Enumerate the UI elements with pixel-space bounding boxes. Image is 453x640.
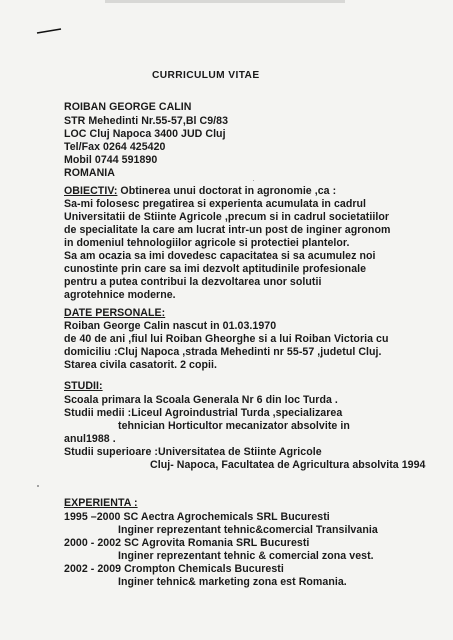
personal-text-2: domiciliu :Cluj Napoca ,strada Mehedinti nr 55-57 ,judetul Cluj.: [64, 346, 382, 358]
studies-text-4: Studii superioare :Universitatea de Stiinte Agricole: [64, 446, 322, 458]
objective-text-1: Sa-mi folosesc pregatirea si experienta acumulata in cadrul: [64, 198, 367, 210]
scan-speck: [253, 180, 254, 181]
experience-text-5: Inginer tehnic& marketing zona est Romania.: [118, 576, 347, 588]
studies-heading: STUDII:: [64, 380, 103, 392]
pen-mark: [36, 28, 62, 34]
document-title: CURRICULUM VITAE: [152, 70, 260, 81]
name: ROIBAN GEORGE CALIN: [64, 101, 192, 113]
address: STR Mehedinti Nr.55-57,Bl C9/83: [64, 115, 229, 127]
personal-heading: DATE PERSONALE:: [64, 307, 166, 319]
studies-text-3: anul1988 .: [64, 433, 116, 445]
experience-heading: EXPERIENTA :: [64, 497, 138, 509]
studies-text-2: tehnician Horticultor mecanizator absolvite in: [118, 420, 350, 432]
experience-text-3: Inginer reprezentant tehnic & comercial zona vest.: [118, 550, 374, 562]
studies-text-0: Scoala primara la Scoala Generala Nr 6 din loc Turda .: [64, 394, 338, 406]
scan-speck: [37, 485, 39, 487]
telfax: Tel/Fax 0264 425420: [64, 141, 166, 153]
experience-text-2: 2000 - 2002 SC Agrovita Romania SRL Bucuresti: [64, 537, 310, 549]
scan-edge: [105, 0, 345, 3]
objective-text-2: Universitatii de Stiinte Agricole ,precum si in cadrul societatiilor: [64, 211, 390, 223]
objective-text-8: agrotehnice moderne.: [64, 289, 176, 301]
objective-text-4: in domeniul tehnologiilor agricole si protectiei plantelor.: [64, 237, 350, 249]
objective-heading: OBIECTIV:: [64, 185, 118, 197]
objective-text-6: cunostinte prin care sa imi dezvolt aptitudinile profesionale: [64, 263, 367, 275]
experience-text-0: 1995 –2000 SC Aectra Agrochemicals SRL Bucuresti: [64, 511, 330, 523]
objective-text-7: pentru a putea contribui la dezvoltarea unor solutii: [64, 276, 322, 288]
objective-line-1: [64, 185, 336, 197]
objective-text-0: Obtinerea unui doctorat in agronomie ,ca :: [117, 185, 337, 197]
experience-text-1: Inginer reprezentant tehnic&comercial Transilvania: [118, 524, 378, 536]
city: LOC Cluj Napoca 3400 JUD Cluj: [64, 128, 226, 140]
mobile: Mobil 0744 591890: [64, 154, 158, 166]
personal-text-1: de 40 de ani ,fiul lui Roiban Gheorghe si a lui Roiban Victoria cu: [64, 333, 389, 345]
personal-text-3: Starea civila casatorit. 2 copii.: [64, 359, 217, 371]
objective-text-5: Sa am ocazia sa imi dovedesc capacitatea si sa acumulez noi: [64, 250, 376, 262]
personal-text-0: Roiban George Calin nascut in 01.03.1970: [64, 320, 277, 332]
experience-text-4: 2002 - 2009 Crompton Chemicals Bucuresti: [64, 563, 284, 575]
studies-text-1: Studii medii :Liceul Agroindustrial Turda ,specializarea: [64, 407, 343, 419]
objective-text-3: de specialitate la care am lucrat intr-un post de inginer agronom: [64, 224, 391, 236]
country: ROMANIA: [64, 167, 115, 179]
studies-text-5: Cluj- Napoca, Facultatea de Agricultura absolvita 1994: [150, 459, 426, 471]
